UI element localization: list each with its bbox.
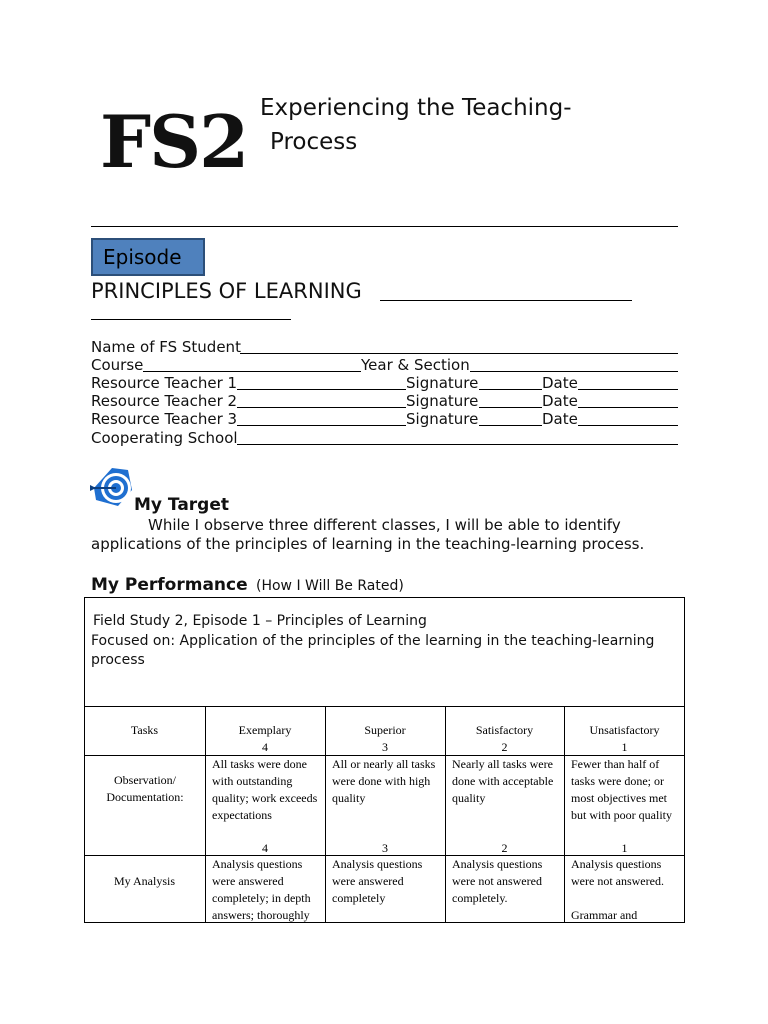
rubric-header-satisfactory-score: 2: [501, 740, 508, 754]
signature-3-field[interactable]: [479, 425, 542, 426]
rubric-row-analysis-unsatisfactory: Analysis questions were not answered.: [571, 857, 664, 888]
rubric-episode-line: Field Study 2, Episode 1 – Principles of Learning: [93, 613, 427, 629]
fs2-logo: FS2: [100, 99, 248, 184]
episode-title-underline-2: [91, 319, 291, 320]
target-icon: [88, 460, 138, 512]
resource-teacher-2-label: Resource Teacher 2: [91, 392, 238, 410]
date-2-label: Date: [542, 392, 578, 410]
rubric-row-analysis-exemplary: Analysis questions were answered completely; in depth answers; thoroughly: [212, 857, 311, 922]
rubric-row-observation-exemplary: All tasks were done with outstanding quality; work exceeds expectations: [212, 757, 318, 822]
resource-teacher-3-label: Resource Teacher 3: [91, 410, 238, 428]
signature-1-field[interactable]: [479, 389, 542, 390]
rubric-row-analysis-satisfactory: Analysis questions were not answered completely.: [452, 857, 543, 905]
rubric-row-analysis-unsatisfactory-extra: Grammar and: [571, 908, 638, 922]
signature-2-field[interactable]: [479, 407, 542, 408]
year-section-label: Year & Section: [361, 356, 470, 374]
rubric-header-unsatisfactory: Unsatisfactory: [589, 723, 660, 737]
cooperating-school-label: Cooperating School: [91, 429, 238, 447]
signature-2-label: Signature: [406, 392, 479, 410]
rubric-header-satisfactory: Satisfactory: [475, 723, 534, 737]
rubric-row-analysis-superior: Analysis questions were answered completely: [332, 857, 423, 905]
rubric-row-observation-score: 4: [262, 841, 268, 855]
rubric-header-superior: Superior: [364, 723, 406, 737]
resource-teacher-1-label: Resource Teacher 1: [91, 374, 238, 392]
rubric-row-observation-superior: All or nearly all tasks were done with high quality: [332, 757, 436, 805]
student-name-field[interactable]: [240, 353, 678, 354]
date-1-label: Date: [542, 374, 578, 392]
rubric-header-exemplary-score: 4: [262, 740, 268, 754]
header-title-line2: Process: [270, 129, 358, 155]
resource-teacher-2-field[interactable]: [237, 407, 406, 408]
my-performance-subtitle: (How I Will Be Rated): [256, 578, 404, 594]
date-2-field[interactable]: [578, 407, 678, 408]
rubric-header-tasks: Tasks: [130, 723, 159, 737]
episode-title-underline: [380, 300, 632, 301]
rubric-header-unsatisfactory-score: 1: [621, 740, 628, 754]
header-title-line1: Experiencing the Teaching-: [260, 95, 572, 121]
episode-badge: Episode: [91, 238, 205, 276]
course-field[interactable]: [143, 371, 361, 372]
header-rule: [91, 226, 678, 227]
rubric-row-observation-score: 3: [382, 841, 388, 855]
my-performance-heading: My Performance: [91, 575, 248, 595]
rubric-grid-line: [84, 706, 685, 707]
student-name-label: Name of FS Student: [91, 338, 241, 356]
resource-teacher-1-field[interactable]: [237, 389, 406, 390]
signature-1-label: Signature: [406, 374, 479, 392]
course-label: Course: [91, 356, 144, 374]
date-3-label: Date: [542, 410, 578, 428]
rubric-row-observation-score: 1: [621, 841, 628, 855]
date-3-field[interactable]: [578, 425, 678, 426]
rubric-header-superior-score: 3: [382, 740, 388, 754]
rubric-row-observation-unsatisfactory: Fewer than half of tasks were done; or most objectives met but with poor quality: [571, 757, 672, 822]
cooperating-school-field[interactable]: [237, 444, 678, 445]
my-target-heading: My Target: [134, 495, 230, 515]
rubric-row-observation-satisfactory: Nearly all tasks were done with acceptable quality: [452, 757, 554, 805]
signature-3-label: Signature: [406, 410, 479, 428]
my-target-text: While I observe three different classes, I will be able to identify applications of the principles of learning in the teaching-learning process.: [91, 516, 645, 553]
rubric-focus-line: Focused on: Application of the principles of the learning in the teaching-learning process: [91, 633, 655, 668]
rubric-row-observation-score: 2: [501, 841, 508, 855]
rubric-row-analysis-task: My Analysis: [113, 874, 175, 888]
rubric-header-exemplary: Exemplary: [238, 723, 292, 737]
date-1-field[interactable]: [578, 389, 678, 390]
year-section-field[interactable]: [470, 371, 678, 372]
resource-teacher-3-field[interactable]: [237, 425, 406, 426]
rubric-row-observation-task: Observation/ Documentation:: [106, 773, 184, 804]
episode-title: PRINCIPLES OF LEARNING: [91, 279, 362, 303]
